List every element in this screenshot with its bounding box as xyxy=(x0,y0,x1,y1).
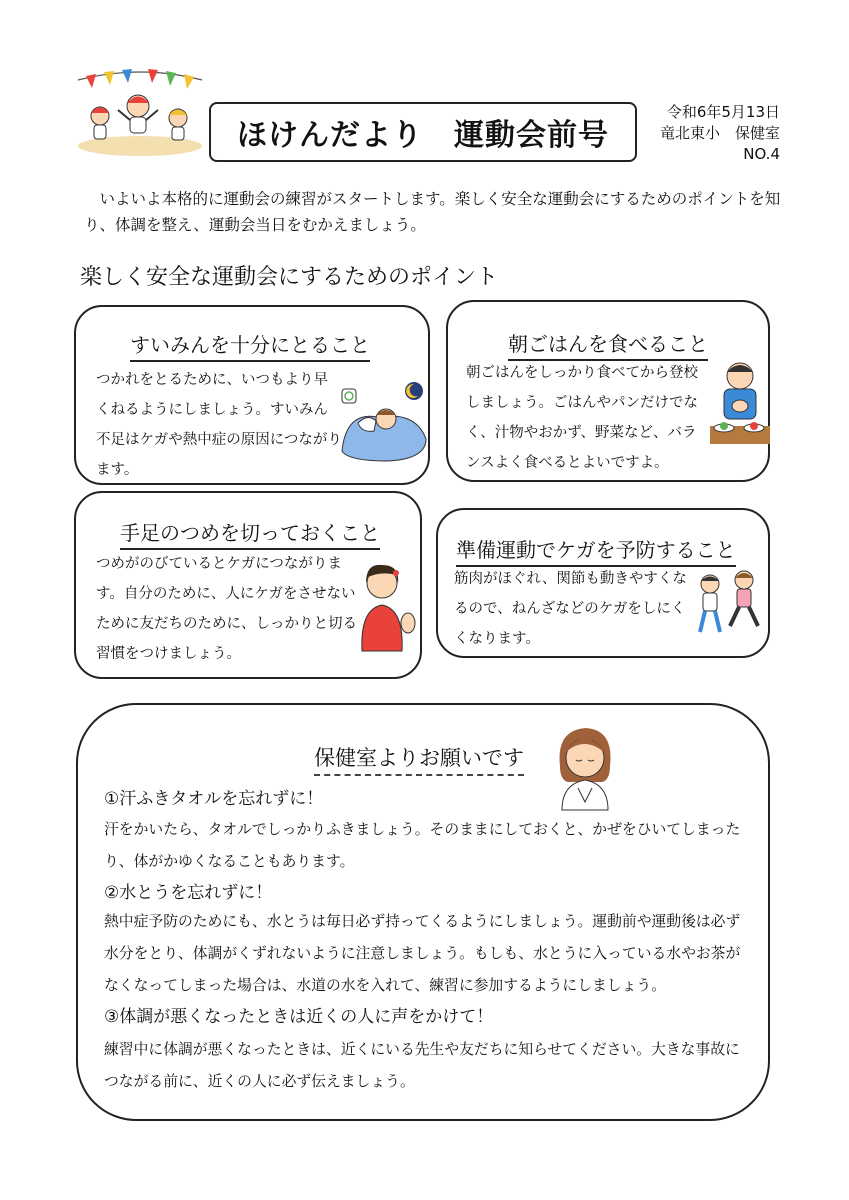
requests-title: 保健室よりお願いです xyxy=(314,742,524,776)
request-2-body: 熱中症予防のためにも、水とうは毎日必ず持ってくるようにしましょう。運動前や運動後は必ず水分をとり、体調がくずれないように注意しましょう。もしも、水とうに入っている水やお茶がなくなってしまった場合は、水道の水を入れて、練習に参加するようにしましょう。 xyxy=(104,913,741,994)
issue-info xyxy=(640,102,780,165)
request-3-body: 練習中に体調が悪くなったときは、近くにいる先生や友だちに知らせてください。大きな事故につながる前に、近くの人に必ず伝えましょう。 xyxy=(104,1041,740,1090)
breakfast-boy-icon xyxy=(710,360,770,450)
issue-number: NO.4 xyxy=(743,145,780,163)
issue-date: 令和6年5月13日 xyxy=(666,103,780,121)
card-nails xyxy=(74,491,422,679)
nail-girl-icon xyxy=(352,561,416,651)
card-nails-body: つめがのびているとケガにつながります。自分のために、人にケガをさせないために友だちのために、しっかりと切る習慣をつけましょう。 xyxy=(96,556,357,662)
card-warmup-body: 筋肉がほぐれ、関節も動きやすくなるので、ねんざなどのケガをしにくくなります。 xyxy=(454,571,687,647)
intro-text: いよいよ本格的に運動会の練習がスタートします。楽しく安全な運動会にするためのポイントを知り、体調を整え、運動会当日をむかえましょう。 xyxy=(84,190,781,234)
sports-day-illustration xyxy=(74,66,206,158)
nurse-icon xyxy=(550,722,620,810)
newsletter-title: ほけんだより 運動会前号 xyxy=(209,102,637,162)
sleeping-child-icon xyxy=(338,381,430,463)
request-1-body: 汗をかいたら、タオルでしっかりふきましょう。そのままにしておくと、かぜをひいてしまったり、体がかゆくなることもあります。 xyxy=(104,821,741,870)
card-sleep xyxy=(74,305,430,485)
request-3-heading: ③体調が悪くなったときは近くの人に声をかけて！ xyxy=(104,1007,494,1027)
card-breakfast xyxy=(446,300,770,482)
card-warmup-title: 準備運動でケガを予防すること xyxy=(456,534,736,567)
points-heading: 楽しく安全な運動会にするためのポイント xyxy=(80,265,499,290)
card-breakfast-title: 朝ごはんを食べること xyxy=(508,328,708,361)
issue-school: 竜北東小 保健室 xyxy=(659,124,780,142)
request-2-heading: ②水とうを忘れずに！ xyxy=(104,883,273,903)
card-breakfast-body: 朝ごはんをしっかり食べてから登校しましょう。ごはんやパンだけでなく、汁物やおかず、野菜など、バランスよく食べるとよいですよ。 xyxy=(466,365,698,471)
card-sleep-title: すいみんを十分にとること xyxy=(130,329,370,362)
stretching-kids-icon xyxy=(692,568,764,638)
bunting-flags-icon xyxy=(74,66,206,158)
card-nails-title: 手足のつめを切っておくこと xyxy=(120,517,380,550)
request-1-heading: ①汗ふきタオルを忘れずに！ xyxy=(104,789,324,809)
card-sleep-body: つかれをとるために、いつもより早くねるようにしましょう。すいみん不足はケガや熱中症の原因につながります。 xyxy=(96,372,342,478)
card-warmup xyxy=(436,508,770,658)
